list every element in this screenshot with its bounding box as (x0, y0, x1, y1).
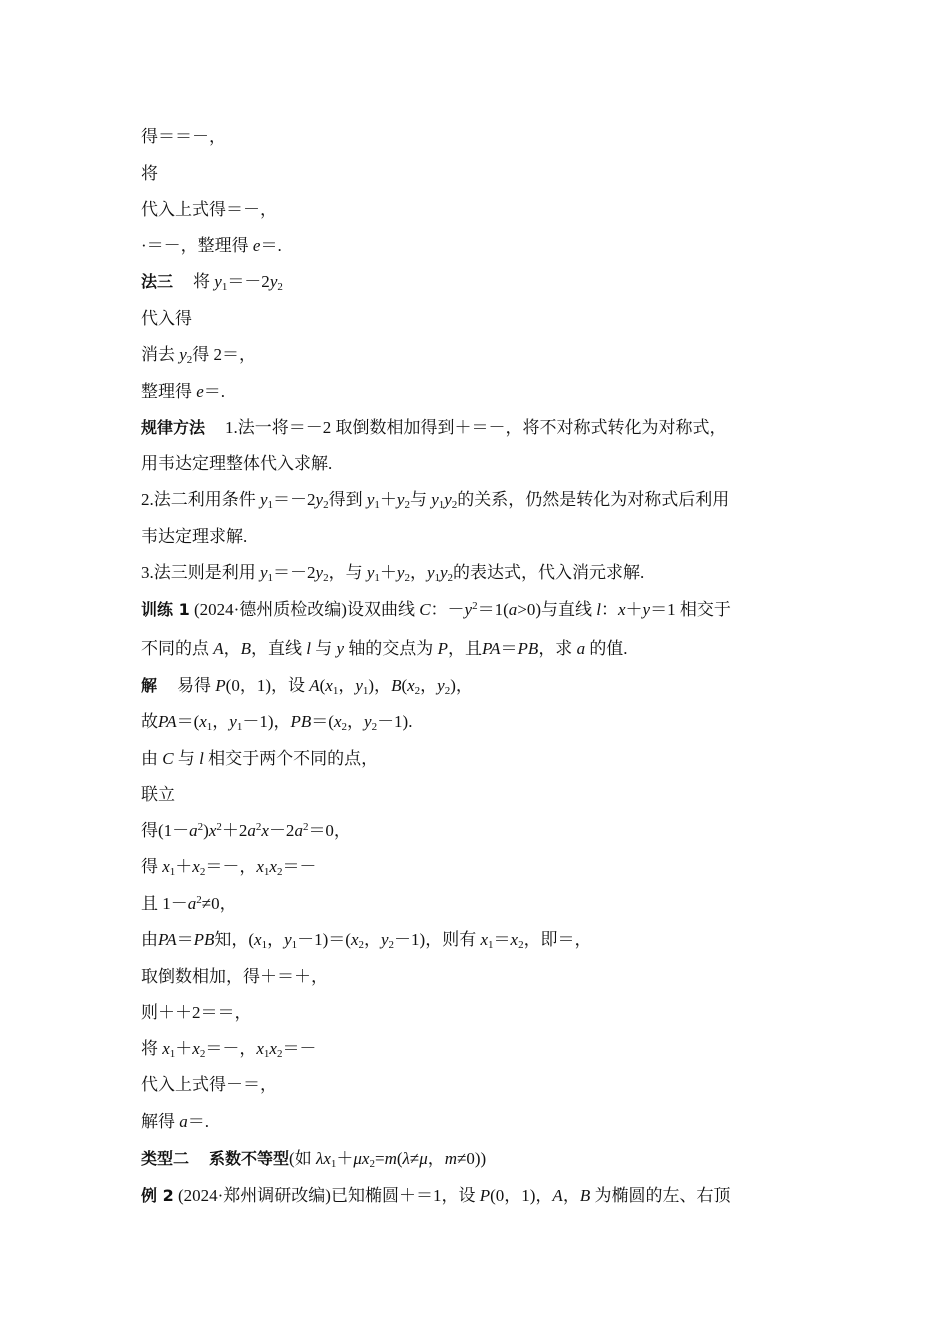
text-line: 不同的点 A，B，直线 l 与 y 轴的交点为 P，且PA＝PB，求 a 的值. (141, 639, 628, 658)
text-line: 代入上式得＝－， (141, 200, 277, 219)
example-2-line: 例 2 (2024·郑州调研改编)已知椭圆＋＝1，设 P(0，1)，A，B 为椭圆的左、右顶 (141, 1186, 731, 1205)
text-line: ·＝－，整理得 e＝. (141, 236, 282, 255)
text-line: 解得 a＝. (141, 1112, 209, 1131)
text-line: 得 $x_1+x_2=-$，$x_1x_2=-$ (141, 857, 317, 878)
section-label: 法三 (141, 272, 174, 291)
text-line: 则＋＋2＝＝， (141, 1003, 252, 1022)
text-line: 由PA＝PB知，($x_1$，$y_1-1)=(x_2$，$y_2-1$)，则有 $x_1=x_2$，即＝， (141, 930, 592, 951)
method-summary-line: 规律方法 1.法一将＝－2 取倒数相加得到＋＝－，将不对称式转化为对称式， (141, 418, 727, 437)
text-line: 将 (141, 164, 158, 183)
section-label: 规律方法 (141, 418, 206, 437)
text-line: 得$(1-a^2)x^2+2a^2x-2a^2=0$， (141, 821, 351, 840)
method-three-line: 法三 将 $y_1=-2y_2$ (141, 272, 283, 293)
text-line: 故$PA=(x_1$，$y_1-1$)，$PB=(x_2$，$y_2-1$). (141, 712, 413, 733)
text-line: 将 $x_1+x_2=-$，$x_1x_2=-$ (141, 1039, 317, 1060)
exercise-1-line: 训练 1 (2024·德州质检改编)设双曲线 C：$-y^2=1(a>0)$与直线 l：x＋y＝1 相交于 (141, 600, 731, 619)
text-line: 得＝＝－， (141, 127, 226, 146)
text-line: 韦达定理求解. (141, 527, 248, 546)
section-label: 训练 1 (141, 600, 190, 619)
text-line: 由 C 与 l 相交于两个不同的点， (141, 749, 379, 768)
section-title: 系数不等型 (209, 1149, 290, 1168)
text-line: 2.法二利用条件 $y_1=-2y_2$得到 $y_1+y_2$与 $y_1y_2$的关系，仍然是转化为对称式后利用 (141, 490, 730, 511)
text-line: 3.法三则是利用 $y_1=-2y_2$，与 $y_1+y_2$，$y_1y_2$的表达式，代入消元求解. (141, 563, 645, 584)
text-line: 消去 $y_2$得 2＝， (141, 345, 257, 366)
text-line: 且 $1-a^2\ne 0$， (141, 894, 237, 913)
section-label: 例 2 (141, 1186, 174, 1205)
text-line: 取倒数相加，得＋＝＋， (141, 967, 328, 986)
text-line: 代入得 (141, 309, 192, 328)
text-line: 用韦达定理整体代入求解. (141, 454, 333, 473)
section-label: 类型二 (141, 1149, 190, 1168)
text-line: 代入上式得－＝， (141, 1075, 277, 1094)
text-line: 联立 (141, 785, 175, 804)
section-label: 解 (141, 676, 158, 695)
solution-line: 解 易得 P(0，1)，设 $A(x_1$，$y_1$)，$B(x_2$，$y_2$)， (141, 676, 473, 697)
text-line: 整理得 e＝. (141, 382, 226, 401)
type-two-heading: 类型二 系数不等型(如 $\lambda x_1+\mu x_2=m(\lambda\ne\mu$，m≠0)) (141, 1149, 487, 1170)
